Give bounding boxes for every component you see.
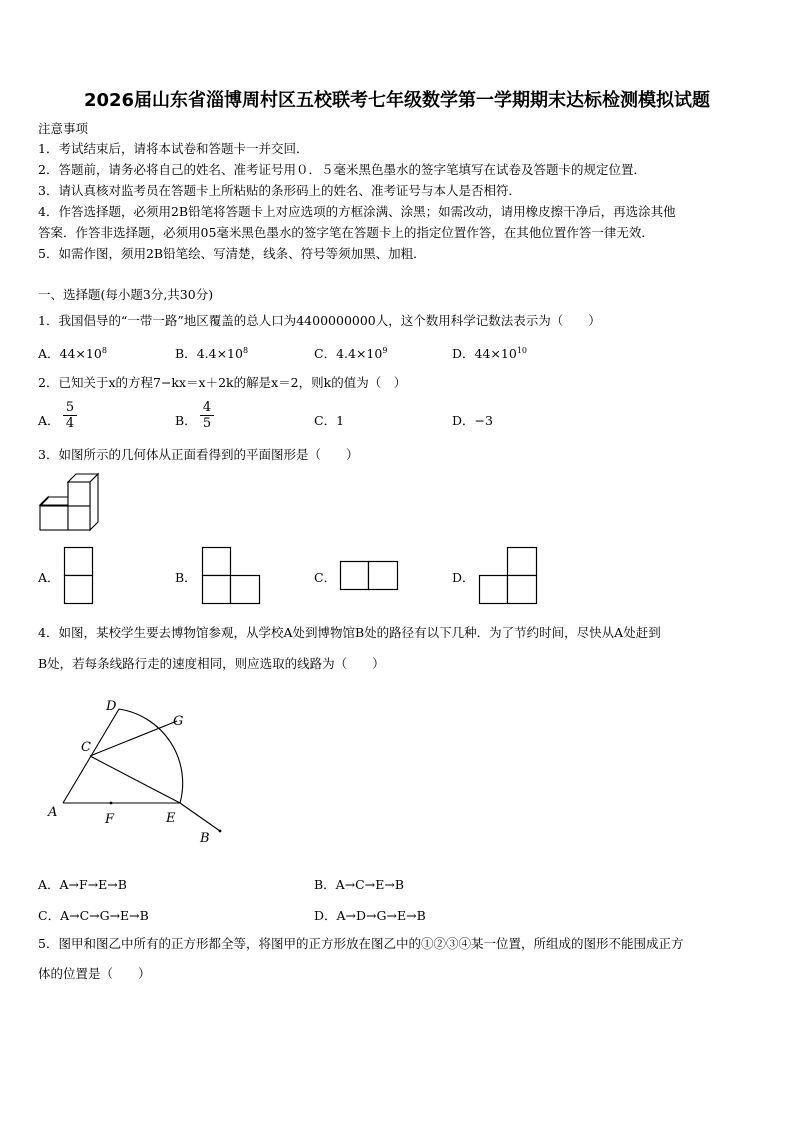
notice-item: 3．请认真核对监考员在答题卡上所粘贴的条形码上的姓名、准考证号与本人是否相符．	[38, 183, 521, 198]
point-label-c: C	[81, 740, 91, 755]
q3-option-a-label: A．	[38, 570, 60, 585]
point-label-f: F	[105, 812, 115, 827]
q3-solid-figure	[38, 472, 102, 534]
q2-option-b-label: B．	[175, 413, 197, 428]
q4-option-b: B．A→C→E→B	[314, 877, 405, 892]
point-label-d: D	[106, 699, 117, 714]
q4-route-diagram	[40, 694, 230, 854]
q2-option-a-label: A．	[38, 413, 60, 428]
point-label-g: G	[173, 714, 184, 729]
question-5-stem: 5．图甲和图乙中所有的正方形都全等，将图甲的正方形放在图乙中的①②③④某一位置，所组成的图形不能围成正方	[38, 936, 684, 951]
point-label-b: B	[200, 831, 210, 846]
question-4-stem: 4．如图，某校学生要去博物馆参观，从学校A处到博物馆B处的路径有以下几种．为了节约时间，尽快从A处赶到	[38, 625, 661, 640]
q3-option-d-label: D．	[452, 570, 475, 585]
q1-option-a: A．$44\times 10^8$	[38, 345, 107, 361]
q2-option-c: C．1	[314, 413, 345, 428]
point-label-a: A	[48, 805, 58, 820]
q1-option-c: C．$4.4\times 10^9$	[314, 345, 388, 361]
point-label-e: E	[166, 811, 176, 826]
section-heading: 一、选择题(每小题3分,共30分)	[38, 287, 214, 302]
notice-item: 5．如需作图，须用2B铅笔绘、写清楚，线条、符号等须加黑、加粗．	[38, 246, 426, 261]
q1-option-b: B．$4.4\times 10^8$	[175, 345, 249, 361]
q1-option-d: D．$44\times 10^{10}$	[452, 345, 528, 361]
question-5-stem: 体的位置是（ ）	[38, 966, 151, 981]
q2-option-d: D．−3	[452, 413, 493, 428]
q4-option-c: C．A→C→G→E→B	[38, 908, 149, 923]
q3-option-d-figure	[479, 547, 539, 605]
q3-option-b-figure	[202, 547, 262, 605]
notice-item: 2．答题前，请务必将自己的姓名、准考证号用０．５毫米黑色墨水的签字笔填写在试卷及答题卡的规定位置．	[38, 162, 646, 177]
q2-option-a-fraction: $\frac{5}{4}$	[63, 400, 77, 431]
q3-option-c-figure	[340, 561, 400, 591]
question-1-stem: 1．我国倡导的“一带一路”地区覆盖的总人口为4400000000人，这个数用科学记数法表示为（ ）	[38, 313, 601, 328]
notice-item: 1．考试结束后，请将本试卷和答题卡一并交回．	[38, 141, 309, 156]
q3-option-c-label: C．	[314, 570, 337, 585]
notice-heading: 注意事项	[38, 121, 89, 136]
question-4-stem: B处，若每条线路行走的速度相同，则应选取的线路为（ ）	[38, 656, 385, 671]
q2-option-b-fraction: $\frac{4}{5}$	[200, 400, 214, 431]
q4-option-d: D．A→D→G→E→B	[314, 908, 426, 923]
question-2-stem: 2．已知关于x的方程7−kx＝x＋2k的解是x＝2，则k的值为（ ）	[38, 375, 407, 390]
q3-option-b-label: B．	[175, 570, 197, 585]
page-title: 2026届山东省淄博周村区五校联考七年级数学第一学期期末达标检测模拟试题	[83, 90, 711, 111]
question-3-stem: 3．如图所示的几何体从正面看得到的平面图形是（ ）	[38, 447, 359, 462]
notice-item: 答案．作答非选择题，必须用05毫米黑色墨水的签字笔在答题卡上的指定位置作答，在其他位置作答一律无效．	[38, 225, 654, 240]
q3-option-a-figure	[64, 547, 94, 605]
q4-option-a: A．A→F→E→B	[38, 877, 127, 892]
notice-item: 4．作答选择题，必须用2B铅笔将答题卡上对应选项的方框涂满、涂黑；如需改动，请用橡皮擦干净后，再选涂其他	[38, 204, 676, 219]
